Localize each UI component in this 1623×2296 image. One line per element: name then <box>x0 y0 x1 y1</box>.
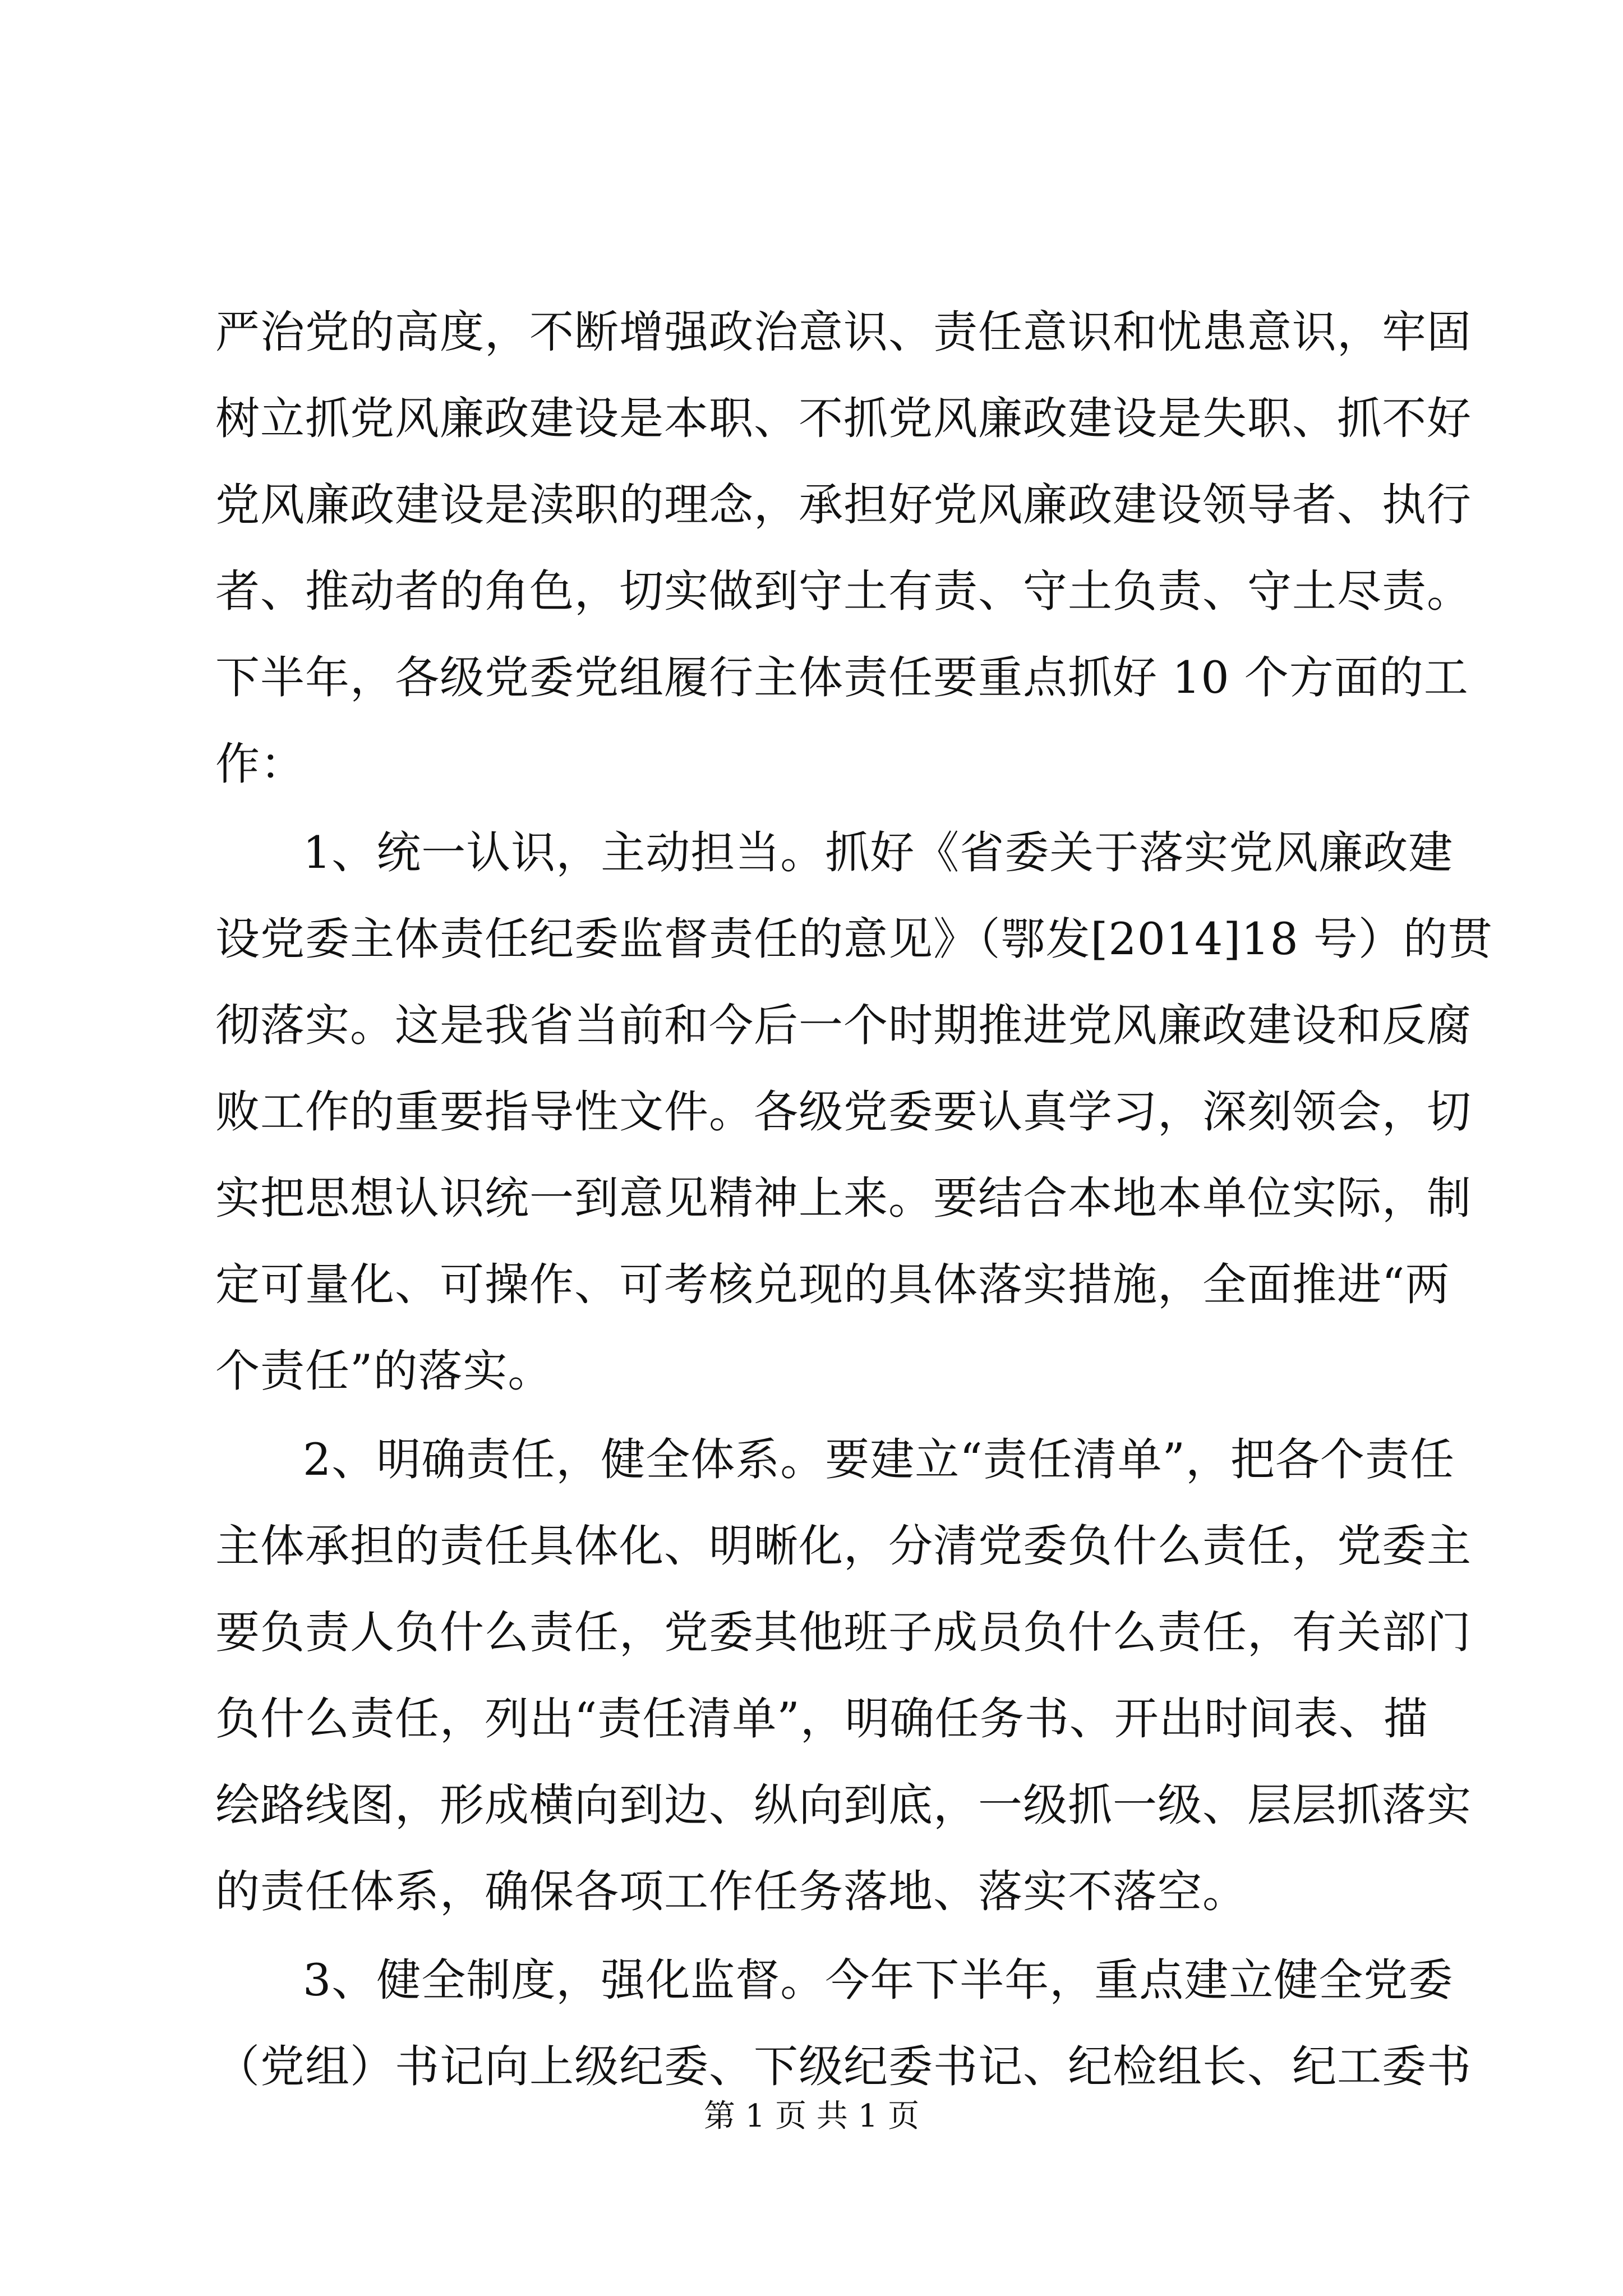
text-line: 者、推动者的角色，切实做到守土有责、守土负责、守土尽责。 <box>215 565 1472 617</box>
paragraph-3-first-line: 3、健全制度，强化监督。今年下半年，重点建立健全党委 <box>303 1954 1454 2006</box>
text-line: 绘路线图，形成横向到边、纵向到底，一级抓一级、层层抓落实 <box>215 1779 1472 1831</box>
text-line: 主体承担的责任具体化、明晰化，分清党委负什么责任，党委主 <box>215 1520 1472 1572</box>
text-line: （党组）书记向上级纪委、下级纪委书记、纪检组长、纪工委书 <box>215 2041 1472 2092</box>
text-line: 个责任”的落实。 <box>215 1345 553 1397</box>
text-line: 作： <box>215 738 305 790</box>
text-line: 的责任体系，确保各项工作任务落地、落实不落空。 <box>215 1866 1247 1917</box>
page-footer: 第 1 页 共 1 页 <box>703 2098 920 2134</box>
text-line: 实把思想认识统一到意见精神上来。要结合本地本单位实际，制 <box>215 1172 1472 1224</box>
text-line: 下半年，各级党委党组履行主体责任要重点抓好 10 个方面的工 <box>215 652 1469 703</box>
paragraph-1-first-line: 1、统一认识，主动担当。抓好《省委关于落实党风廉政建 <box>303 827 1454 878</box>
document-body <box>215 289 1493 2110</box>
text-line: 严治党的高度，不断增强政治意识、责任意识和忧患意识，牢固 <box>215 306 1472 358</box>
text-line: 彻落实。这是我省当前和今后一个时期推进党风廉政建设和反腐 <box>215 1000 1472 1051</box>
text-line: 树立抓党风廉政建设是本职、不抓党风廉政建设是失职、抓不好 <box>215 393 1472 444</box>
text-line: 定可量化、可操作、可考核兑现的具体落实措施，全面推进“两 <box>215 1259 1450 1310</box>
text-line: 要负责人负什么责任，党委其他班子成员负什么责任，有关部门 <box>215 1607 1472 1658</box>
text-line: 设党委主体责任纪委监督责任的意见》（鄂发[2014]18 号）的贯 <box>215 913 1493 965</box>
text-line: 负什么责任，列出“责任清单”，明确任务书、开出时间表、描 <box>215 1693 1428 1745</box>
paragraph-2-first-line: 2、明确责任，健全体系。要建立“责任清单”，把各个责任 <box>303 1434 1455 1485</box>
text-line: 败工作的重要指导性文件。各级党委要认真学习，深刻领会，切 <box>215 1086 1472 1138</box>
text-line: 党风廉政建设是渎职的理念，承担好党风廉政建设领导者、执行 <box>215 479 1472 531</box>
